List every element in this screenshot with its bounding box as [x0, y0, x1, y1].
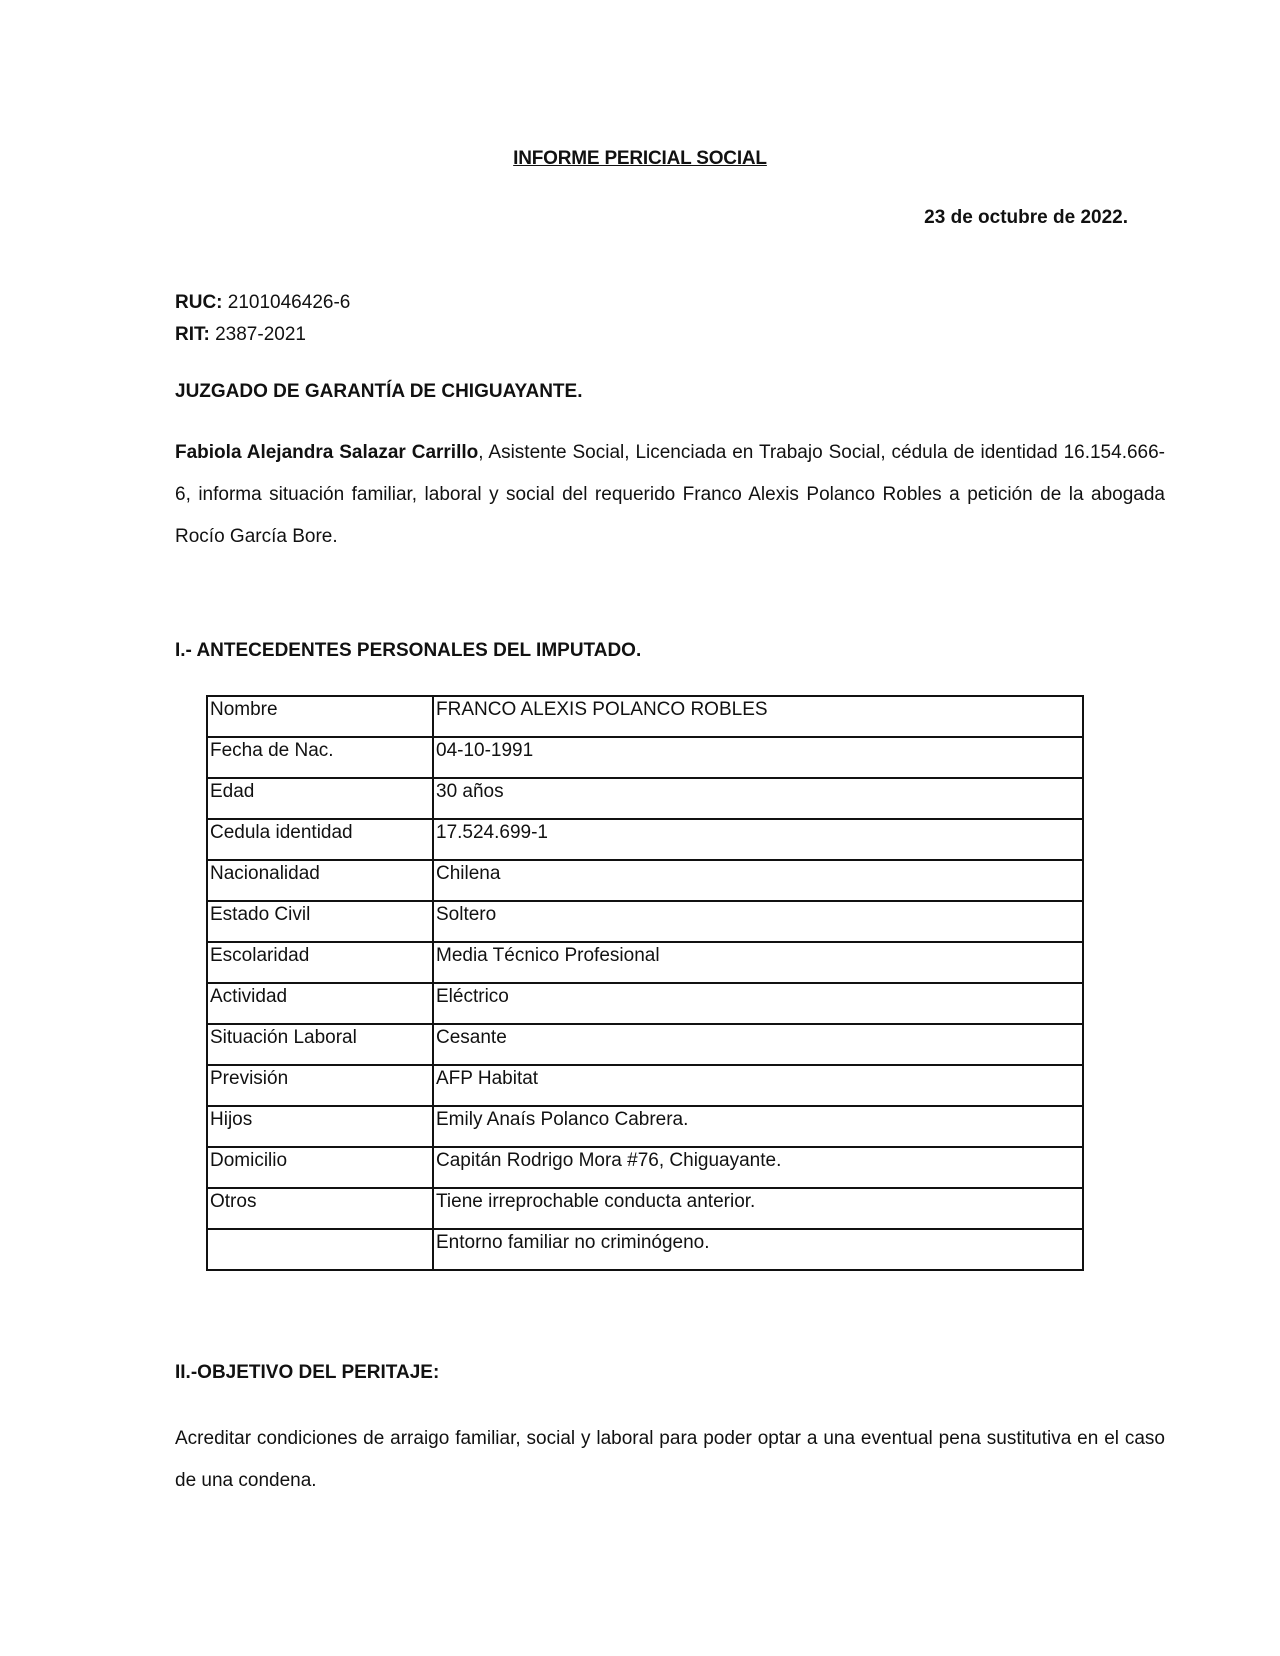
- table-label: Nombre: [207, 696, 433, 737]
- document-title: [0, 148, 1280, 170]
- table-row: [207, 1229, 1083, 1270]
- personal-info-table-body: [207, 696, 1083, 1270]
- table-value: Eléctrico: [433, 983, 1083, 1024]
- table-value: 17.524.699-1: [433, 819, 1083, 860]
- table-row: [207, 942, 1083, 983]
- table-row: [207, 737, 1083, 778]
- intro-text: , Asistente Social, Licenciada en Trabajo Social, cédula de identidad 16.154.666-6, informa situación familiar, laboral y social del requerido Franco Alexis Polanco Robles a petición de la abogada Rocío García Bore.: [175, 442, 1165, 547]
- rit-value: 2387-2021: [209, 324, 306, 345]
- table-value: FRANCO ALEXIS POLANCO ROBLES: [433, 696, 1083, 737]
- table-label: Estado Civil: [207, 901, 433, 942]
- table-value: Soltero: [433, 901, 1083, 942]
- table-label: Actividad: [207, 983, 433, 1024]
- intro-paragraph: [175, 432, 1165, 558]
- table-row: [207, 901, 1083, 942]
- section1-heading: I.- ANTECEDENTES PERSONALES DEL IMPUTADO.: [175, 640, 642, 661]
- ruc-value: 2101046426-6: [222, 292, 351, 313]
- table-row: [207, 983, 1083, 1024]
- rit-line: [175, 324, 306, 346]
- table-row: [207, 1024, 1083, 1065]
- table-row: [207, 1065, 1083, 1106]
- table-row: [207, 696, 1083, 737]
- table-label: Situación Laboral: [207, 1024, 433, 1065]
- rit-label: RIT:: [175, 324, 210, 345]
- table-label: Escolaridad: [207, 942, 433, 983]
- table-label: Previsión: [207, 1065, 433, 1106]
- table-label: Domicilio: [207, 1147, 433, 1188]
- table-row: [207, 1147, 1083, 1188]
- table-value: Emily Anaís Polanco Cabrera.: [433, 1106, 1083, 1147]
- table-row: [207, 860, 1083, 901]
- table-label: Hijos: [207, 1106, 433, 1147]
- table-row: [207, 819, 1083, 860]
- table-label: Fecha de Nac.: [207, 737, 433, 778]
- personal-info-table: [206, 695, 1084, 1271]
- table-value: 30 años: [433, 778, 1083, 819]
- ruc-line: [175, 292, 350, 314]
- table-value: Entorno familiar no criminógeno.: [433, 1229, 1083, 1270]
- document-title-text: INFORME PERICIAL SOCIAL: [513, 148, 767, 169]
- table-row: [207, 1188, 1083, 1229]
- table-label: Cedula identidad: [207, 819, 433, 860]
- table-label: Otros: [207, 1188, 433, 1229]
- table-value: Chilena: [433, 860, 1083, 901]
- table-value: Tiene irreprochable conducta anterior.: [433, 1188, 1083, 1229]
- court-heading: JUZGADO DE GARANTÍA DE CHIGUAYANTE.: [175, 381, 583, 402]
- table-label: Nacionalidad: [207, 860, 433, 901]
- table-value: Capitán Rodrigo Mora #76, Chiguayante.: [433, 1147, 1083, 1188]
- table-row: [207, 1106, 1083, 1147]
- intro-name: Fabiola Alejandra Salazar Carrillo: [175, 442, 479, 463]
- table-label: [207, 1229, 433, 1270]
- table-row: [207, 778, 1083, 819]
- table-value: 04-10-1991: [433, 737, 1083, 778]
- ruc-label: RUC:: [175, 292, 223, 313]
- table-value: Media Técnico Profesional: [433, 942, 1083, 983]
- table-label: Edad: [207, 778, 433, 819]
- table-value: AFP Habitat: [433, 1065, 1083, 1106]
- table-value: Cesante: [433, 1024, 1083, 1065]
- objective-paragraph: Acreditar condiciones de arraigo familiar, social y laboral para poder optar a una eventual pena sustitutiva en el caso de una condena.: [175, 1428, 1165, 1491]
- document-date: 23 de octubre de 2022.: [924, 207, 1128, 228]
- section2-heading: II.-OBJETIVO DEL PERITAJE:: [175, 1362, 440, 1383]
